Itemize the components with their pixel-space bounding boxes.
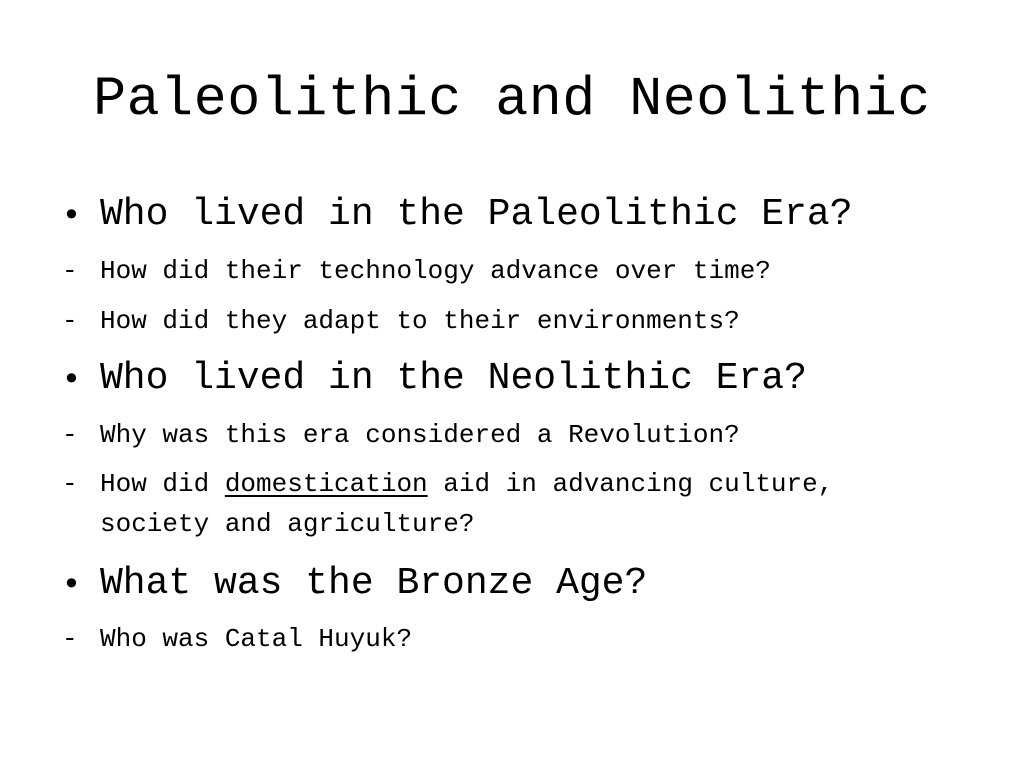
bullet-icon: • (62, 565, 81, 603)
dash-icon: - (62, 420, 78, 450)
bullet-item-neolithic (62, 355, 807, 403)
dash-icon: - (62, 469, 78, 499)
sub-item-text: How did they adapt to their environments? (100, 306, 740, 336)
sub-item-domestication (62, 465, 833, 503)
bullet-item-paleolithic (62, 191, 853, 239)
sub-item-text: Who was Catal Huyuk? (100, 624, 413, 654)
sub-item-revolution (62, 416, 740, 454)
bullet-text: What was the Bronze Age? (100, 562, 648, 605)
bullet-item-bronze-age (62, 560, 647, 608)
sub-item-text: Why was this era considered a Revolution? (100, 420, 740, 450)
dash-icon: - (62, 256, 78, 286)
bullet-icon: • (62, 196, 81, 234)
sub-item-adapt (62, 302, 740, 340)
sub-item-technology (62, 252, 771, 290)
sub-item-text-start: How did (100, 469, 225, 499)
dash-icon: - (62, 624, 78, 654)
slide-title: Paleolithic and Neolithic (93, 68, 931, 131)
sub-item-domestication-continued (100, 505, 474, 543)
sub-item-catal-huyuk (62, 620, 412, 658)
underlined-term: domestication (224, 469, 428, 499)
bullet-text: Who lived in the Paleolithic Era? (100, 193, 853, 236)
dash-icon: - (62, 306, 78, 336)
sub-item-text-end: aid in advancing culture, (427, 469, 834, 499)
sub-item-text: How did their technology advance over time? (100, 256, 771, 286)
sub-item-text-continued: society and agriculture? (100, 509, 475, 539)
bullet-text: Who lived in the Neolithic Era? (100, 357, 807, 400)
bullet-icon: • (62, 360, 81, 398)
